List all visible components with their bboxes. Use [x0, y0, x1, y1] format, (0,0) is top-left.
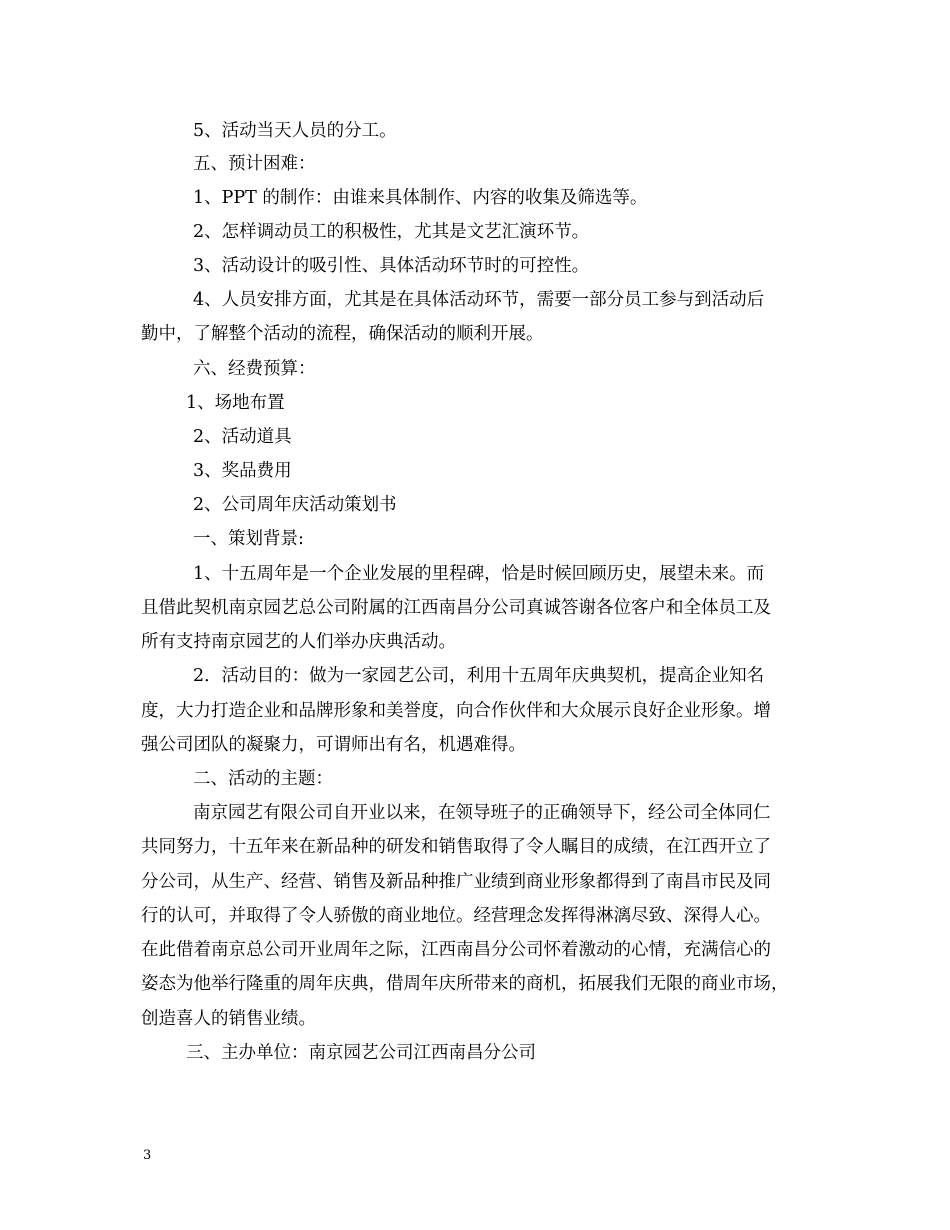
text-line: 在此借着南京总公司开业周年之际，江西南昌分公司怀着激动的心情，充满信心的	[141, 940, 771, 960]
section-heading: 六、经费预算：	[193, 359, 316, 379]
text-line: 行的认可，并取得了令人骄傲的商业地位。经营理念发挥得淋漓尽致、深得人心。	[141, 906, 771, 926]
text-line: 分公司，从生产、经营、销售及新品种推广业绩到商业形象都得到了南昌市民及同	[141, 872, 771, 892]
text-line: 共同努力，十五年来在新品种的研发和销售取得了令人瞩目的成绩，在江西开立了	[141, 837, 771, 857]
text-line: 姿态为他举行隆重的周年庆典，借周年庆所带来的商机，拓展我们无限的商业市场，	[141, 974, 789, 994]
text-line: 5、活动当天人员的分工。	[193, 121, 397, 141]
text-line: 3、奖品费用	[193, 461, 292, 481]
text-line: 度，大力打造企业和品牌形象和美誉度，向合作伙伴和大众展示良好企业形象。增	[141, 701, 771, 721]
text-line: 勤中，了解整个活动的流程，确保活动的顺利开展。	[141, 324, 544, 344]
text-line: 1、PPT 的制作：由谁来具体制作、内容的收集及筛选等。	[193, 188, 648, 208]
section-heading: 五、预计困难：	[193, 154, 316, 174]
text-line: 创造喜人的销售业绩。	[141, 1009, 316, 1029]
text-line: 2、怎样调动员工的积极性，尤其是文艺汇演环节。	[193, 222, 590, 242]
section-heading: 二、活动的主题：	[193, 769, 333, 789]
text-line: 3、活动设计的吸引性、具体活动环节时的可控性。	[193, 256, 590, 276]
text-line: 1、十五周年是一个企业发展的里程碑，恰是时候回顾历史，展望未来。而	[193, 564, 765, 584]
text-line: 4、人员安排方面，尤其是在具体活动环节，需要一部分员工参与到活动后	[193, 290, 765, 310]
section-heading: 三、主办单位：南京园艺公司江西南昌分公司	[186, 1043, 536, 1063]
section-heading: 一、策划背景:	[193, 529, 304, 549]
section-title: 2、公司周年庆活动策划书	[193, 495, 397, 515]
text-line: 强公司团队的凝聚力，可谓师出有名，机遇难得。	[141, 735, 526, 755]
text-line: 所有支持南京园艺的人们举办庆典活动。	[141, 632, 456, 652]
page-number: 3	[143, 1148, 152, 1163]
text-line: 1、场地布置	[186, 393, 285, 413]
text-line: 2、活动道具	[193, 427, 292, 447]
text-line: 2．活动目的：做为一家园艺公司，利用十五周年庆典契机，提高企业知名	[193, 666, 765, 686]
text-line: 且借此契机南京园艺总公司附属的江西南昌分公司真诚答谢各位客户和全体员工及	[141, 598, 771, 618]
text-line: 南京园艺有限公司自开业以来，在领导班子的正确领导下，经公司全体同仁	[193, 803, 771, 823]
